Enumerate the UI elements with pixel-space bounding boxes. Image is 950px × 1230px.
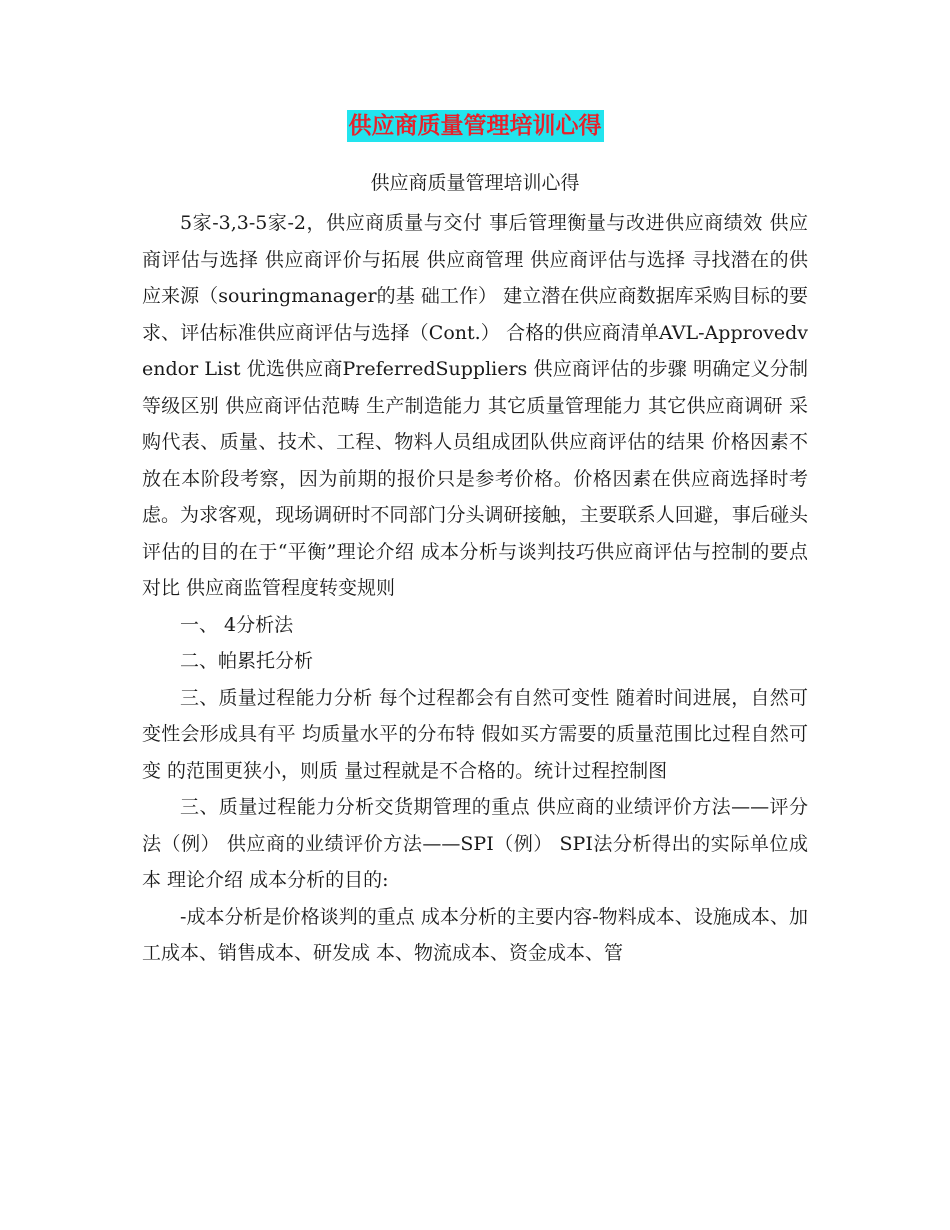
document-subtitle: 供应商质量管理培训心得 (370, 172, 580, 194)
body-paragraph: 二、帕累托分析 (180, 650, 314, 672)
body-paragraph: 三、质量过程能力分析交货期管理的重点 供应商的业绩评价方法——评分法（例） 供应商的业绩评价方法——SPI（例） SPI法分析得出的实际单位成本 理论介绍 成本分析的目的: (142, 796, 808, 891)
document-body (142, 205, 808, 972)
title-block (0, 110, 950, 142)
body-paragraph: 一、 4分析法 (180, 613, 294, 636)
body-paragraph: -成本分析是价格谈判的重点 成本分析的主要内容-物料成本、设施成本、加工成本、销售成本、研发成 本、物流成本、资金成本、管 (142, 905, 808, 964)
body-paragraph: 5家-3,3-5家-2，供应商质量与交付 事后管理衡量与改进供应商绩效 供应商评估与选择 供应商评价与拓展 供应商管理 供应商评估与选择 寻找潜在的供应来源（souringmanager的基 础工作） 建立潜在供应商数据库采购目标的要求、评估标准供应商评估与选择（Cont.） 合格的供应商清单AVL-Approvedvendor List 优选供应商PreferredSuppliers 供应商评估的步骤 明确定义分制等级区别 供应商评估范畴 生产制造能力 其它质量管理能力 其它供应商调研 采购代表、质量、技术、工程、物料人员组成团队供应商评估的结果 价格因素不放在本阶段考察，因为前期的报价只是参考价格。价格因素在供应商选择时考虑。为求客观，现场调研时不同部门分头调研接触，主要联系人回避，事后碰头 评估的目的在于“平衡”理论介绍 成本分析与谈判技巧供应商评估与控制的要点对比 供应商监管程度转变规则 (142, 212, 808, 599)
body-paragraph: 三、质量过程能力分析 每个过程都会有自然可变性 随着时间进展，自然可变性会形成具有平 均质量水平的分布特 假如买方需要的质量范围比过程自然可变 的范围更狭小，则质 量过程就是不合格的。统计过程控制图 (142, 686, 808, 782)
document-title: 供应商质量管理培训心得 (347, 110, 604, 142)
